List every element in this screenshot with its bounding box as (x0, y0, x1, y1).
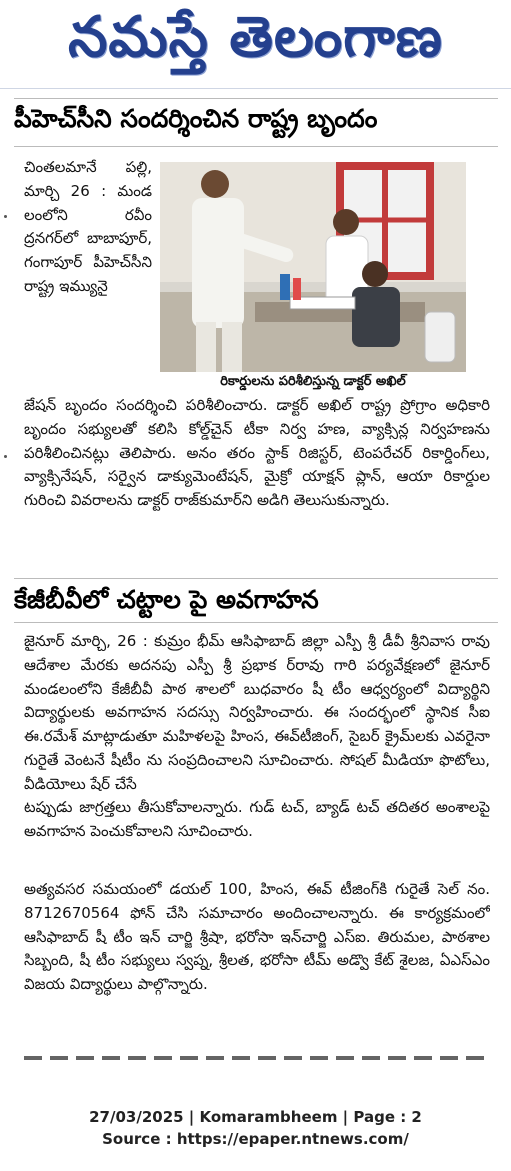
article2-paragraph: టప్పుడు జాగ్రత్తలు తీసుకోవాలన్నారు. గుడ్ టచ్, బ్యాడ్ టచ్ తదితర అంశాలపై అవగాహన పెంచుకోవాలని సూచించారు. (24, 798, 490, 840)
article-photo (160, 162, 466, 372)
article2-paragraph: జైనూర్ మార్చి, 26 : కుమ్రం భీమ్ ఆసిఫాబాద్ జిల్లా ఎస్పీ శ్రీ డీవీ శ్రీనివాస రావు ఆదేశాల మేరకు అదనపు ఎస్పీ శ్రీ ప్రభాక ర్‌రావు గారి పర్యవేక్షణలో జైనూర్ మండలంలోని కేజీబీవీ పాఠ శాలలో బుధవారం షీ టీం ఆధ్వర్యంలో విద్యార్థిని విద్యార్థులకు అవగాహన సదస్సు నిర్వహించారు. ఈ సందర్భంలో స్థానిక సీఐ ఈ.రమేశ్ మాట్లాడుతూ మహిళలపై హింస, ఈవ్‌టీజింగ్, సైబర్ క్రైమ్‌లకు ఎవరైనా గురైతే వెంటనే షీటీం ను సంప్రదించాలని సూచించారు. సోషల్ మీడియా ఫొటోలు, వీడియోలు షేర్ చేసే (24, 632, 490, 793)
cropped-next-headline (24, 1050, 490, 1060)
masthead-title: నమస్తే తెలంగాణ (68, 4, 443, 70)
divider (14, 98, 498, 99)
masthead (0, 0, 511, 89)
article1-headline: పీహెచ్‌సీని సందర్శించిన రాష్ట్ర బృందం (14, 104, 378, 133)
divider (14, 146, 498, 147)
article1-body: జేషన్ బృందం సందర్శించి పరిశీలించారు. డాక్టర్ అఖిల్ రాష్ట్ర ప్రోగ్రాం అధికారి బృందం సభ్యులతో కలిసి కోల్డ్‌చైన్ టీకా నిర్వ హణ, వ్యాక్సిన్ల నిర్వహణను పరిశీలించినట్లు తెలిపారు. అనం తరం స్టాక్ రిజిస్టర్, టెంపరేచర్ రికార్డింగ్‌లు, వ్యాక్సినేషన్, సర్వైన డాక్యుమెంటేషన్, మైక్రో యాక్షన్ ప్లాన్, ఆయా రికార్డుల గురించి వివరాలను డాక్టర్ రాజ్‌కుమార్‌ని అడిగి తెలుసుకున్నారు. (24, 396, 490, 510)
photo-caption: రికార్డులను పరిశీలిస్తున్న డాక్టర్ అఖిల్ (220, 374, 406, 389)
divider (14, 578, 498, 579)
footer-date-edition: 27/03/2025 | Komarambheem | Page : 2 (89, 1108, 422, 1126)
margin-dot (4, 455, 7, 458)
article2-headline: కేజీబీవీలో చట్టాల పై అవగాహన (14, 585, 319, 614)
photo-illustration (160, 162, 466, 372)
footer-source: Source : https://epaper.ntnews.com/ (102, 1130, 409, 1148)
footer (0, 1106, 511, 1150)
divider (14, 622, 498, 623)
article1-intro: చింతలమానే పల్లి, మార్చి 26 : మండ లంలోని రవీం ద్రనగర్‌లో బాబాపూర్, గంగాపూర్ పీహెచ్‌సీని రాష్ట్ర ఇమ్యునై (24, 158, 152, 295)
margin-dot (4, 215, 7, 218)
article2-paragraph: అత్యవసర సమయంలో డయల్ 100, హింస, ఈవ్ టీజింగ్‌కి గురైతే సెల్ నం. 8712670564 ఫోన్ చేసి సమాచారం అందించాలన్నారు. ఈ కార్యక్రమంలో ఆసిఫాబాద్ షీ టీం ఇన్ చార్జి శ్రీషా, భరోసా ఇన్‌చార్జి ఎస్ఐ. తిరుమల, పాఠశాల సిబ్బంది, షీ టీం సభ్యులు స్వప్న, శ్రీలత, భరోసా టీమ్ అడ్వొ కేట్ శైలజ, ఏఎస్ఎం విజయ విద్యార్థులు పాల్గొన్నారు. (24, 880, 490, 994)
